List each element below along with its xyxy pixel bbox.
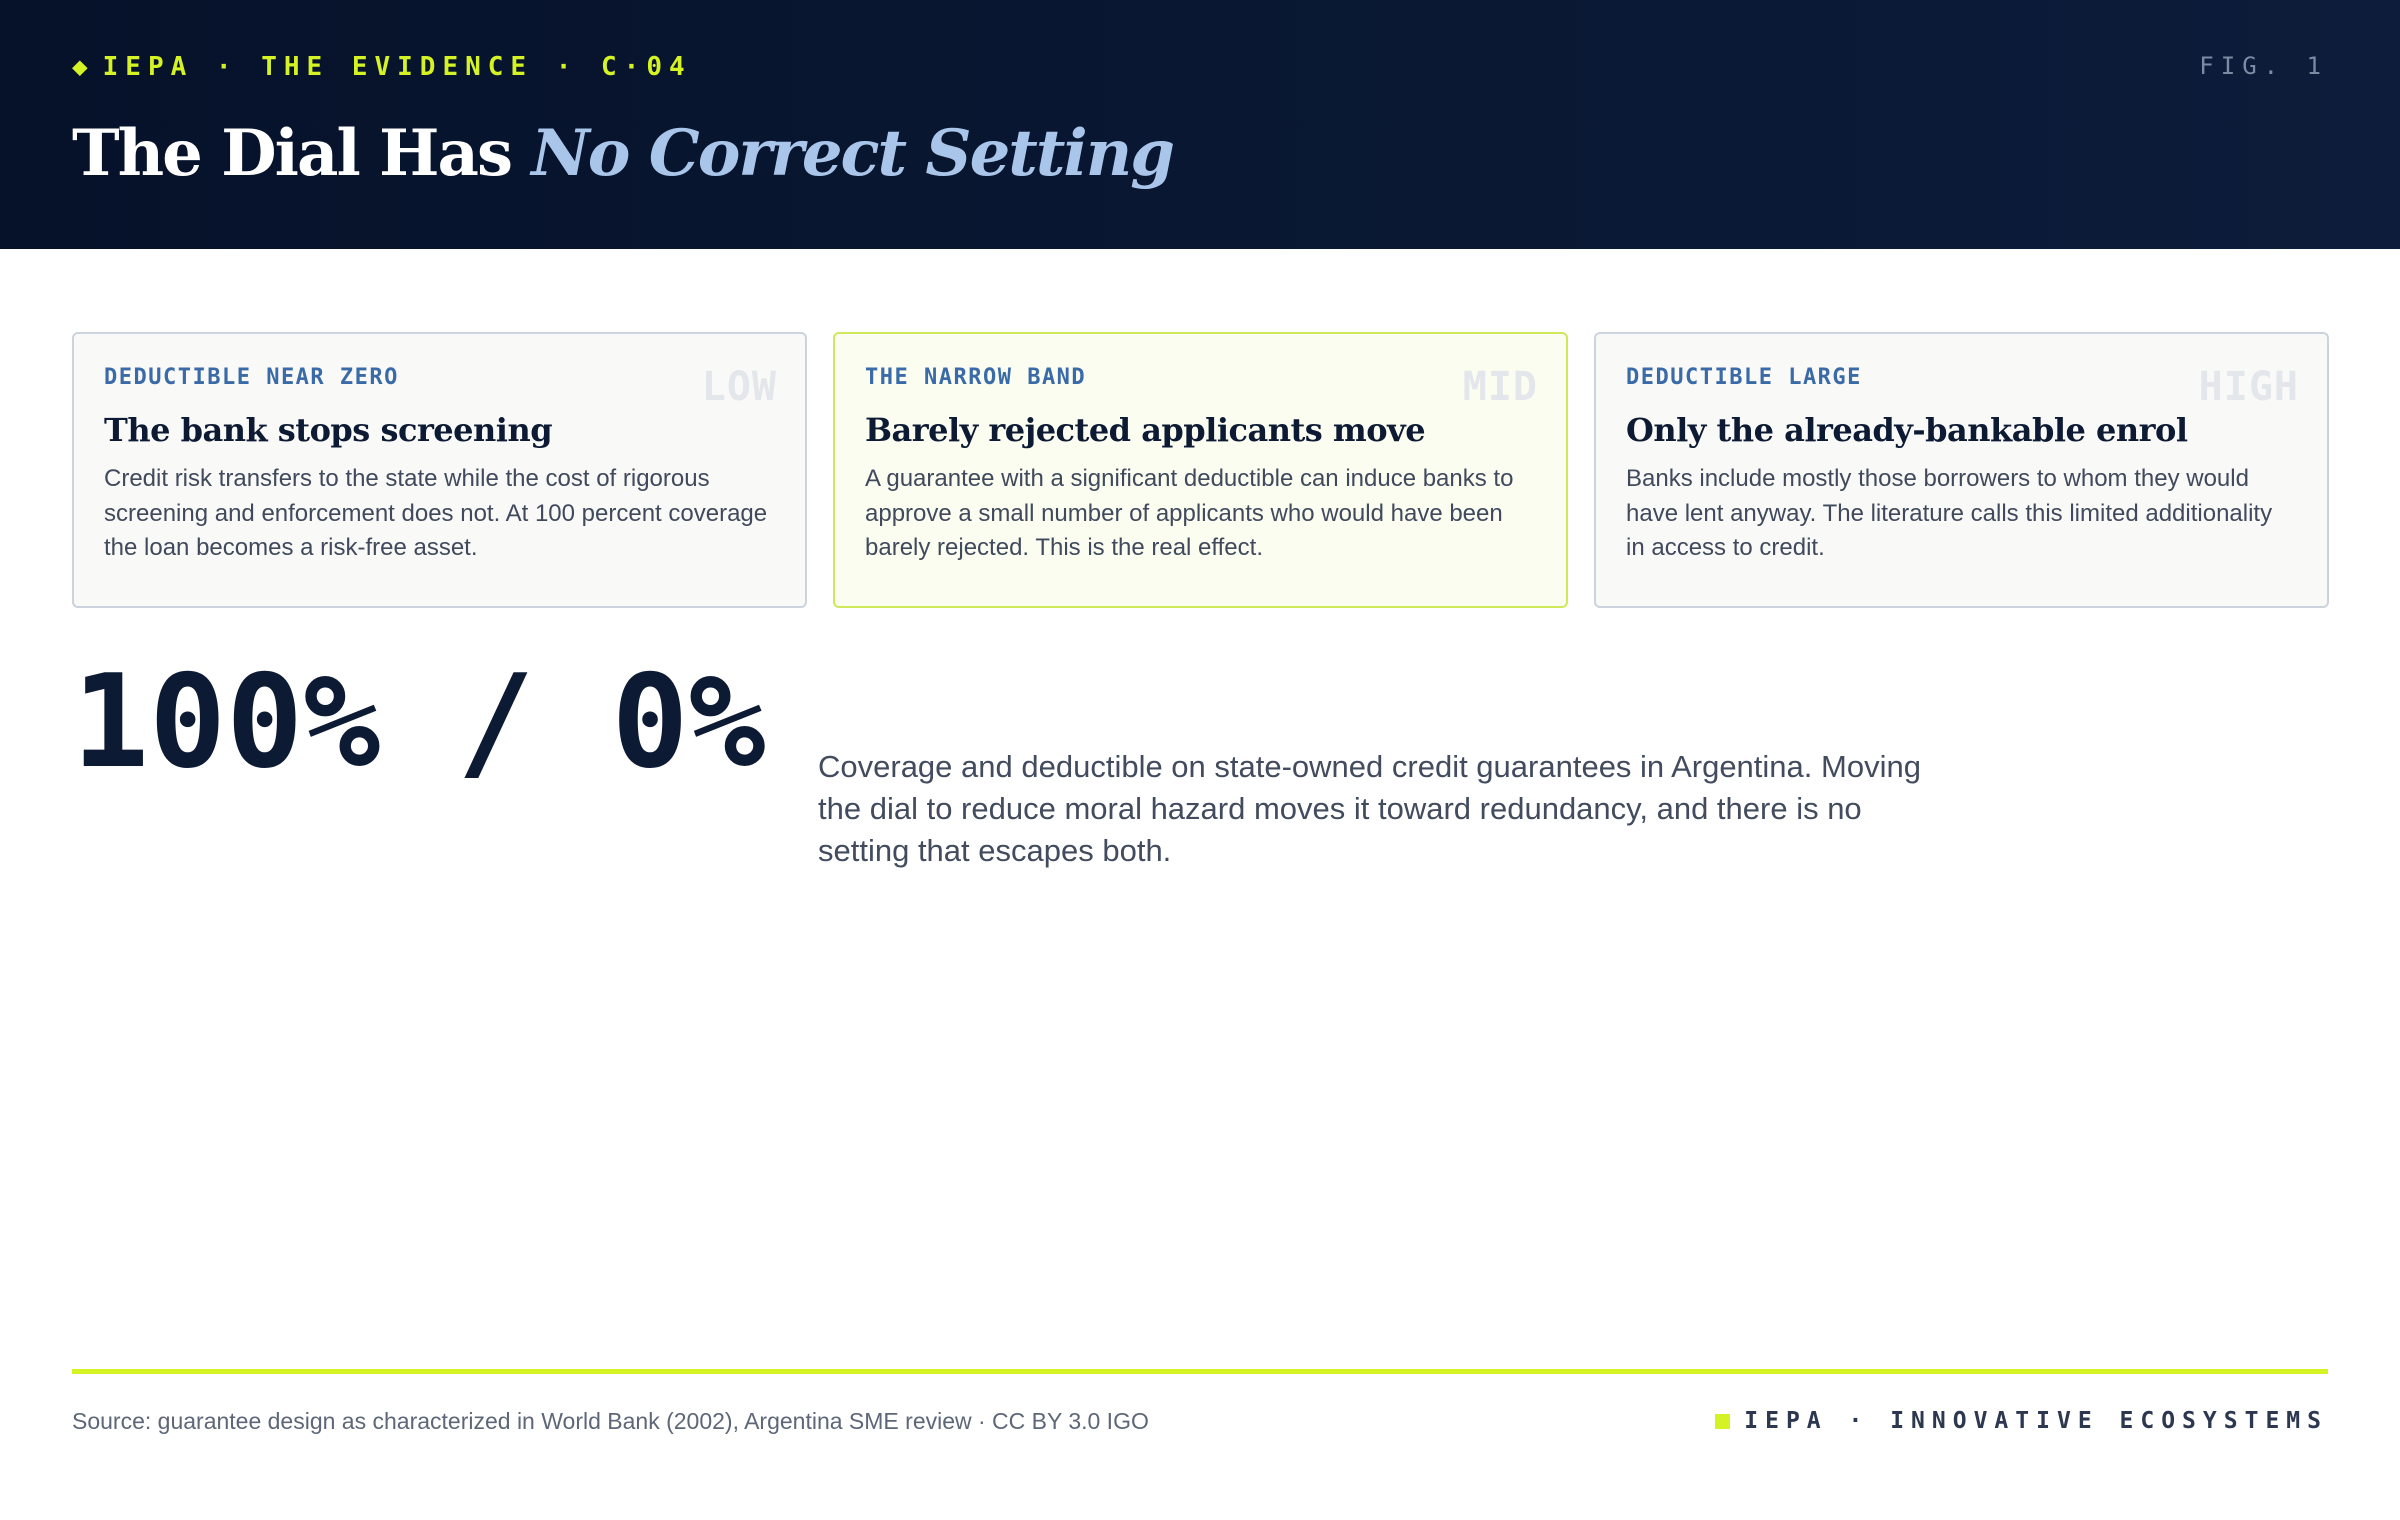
diamond-icon: ◆ xyxy=(72,52,95,82)
card-body: Banks include mostly those borrowers to whom they would have lent anyway. The literature calls this limited additionality in access to credit. xyxy=(1626,465,2273,561)
square-icon xyxy=(1715,1414,1730,1429)
title-accent: No Correct Setting xyxy=(531,115,1173,191)
card-kicker: DEDUCTIBLE LARGE xyxy=(1626,365,1862,390)
header-banner xyxy=(0,0,2400,249)
card-level: HIGH xyxy=(2198,364,2299,410)
card-title: The bank stops screening xyxy=(104,411,553,449)
card-high xyxy=(1594,332,2329,608)
card-low xyxy=(72,332,807,608)
figure-label: FIG. 1 xyxy=(2199,52,2328,80)
card-mid xyxy=(833,332,1568,608)
footer-divider xyxy=(72,1369,2328,1374)
card-level: LOW xyxy=(701,364,777,410)
card-body: Credit risk transfers to the state while the cost of rigorous screening and enforcement does not. At 100 percent coverage the loan becomes a risk-free asset. xyxy=(104,465,768,561)
big-stat-value: 100% / 0% xyxy=(72,648,766,797)
eyebrow xyxy=(72,52,692,82)
title-main: The Dial Has xyxy=(72,115,532,191)
source-note: Source: guarantee design as characterized in World Bank (2002), Argentina SME review · CC BY 3.0 IGO xyxy=(72,1408,1149,1434)
footer-brand xyxy=(1715,1406,2328,1436)
page-title xyxy=(72,111,1173,197)
eyebrow-text: IEPA · THE EVIDENCE · C·04 xyxy=(102,52,692,82)
cards-row xyxy=(72,332,2328,608)
stat-caption: Coverage and deductible on state-owned credit guarantees in Argentina. Moving the dial to reduce moral hazard moves it toward redundancy, and there is no setting that escapes both. xyxy=(818,749,1921,868)
card-kicker: DEDUCTIBLE NEAR ZERO xyxy=(104,365,399,390)
card-body: A guarantee with a significant deductible can induce banks to approve a small number of applicants who would have been barely rejected. This is the real effect. xyxy=(865,465,1514,561)
brand-text: IEPA · INNOVATIVE ECOSYSTEMS xyxy=(1744,1408,2328,1434)
card-kicker: THE NARROW BAND xyxy=(865,365,1087,390)
card-title: Barely rejected applicants move xyxy=(865,411,1426,449)
card-level: MID xyxy=(1462,364,1538,410)
card-title: Only the already-bankable enrol xyxy=(1626,411,2188,449)
